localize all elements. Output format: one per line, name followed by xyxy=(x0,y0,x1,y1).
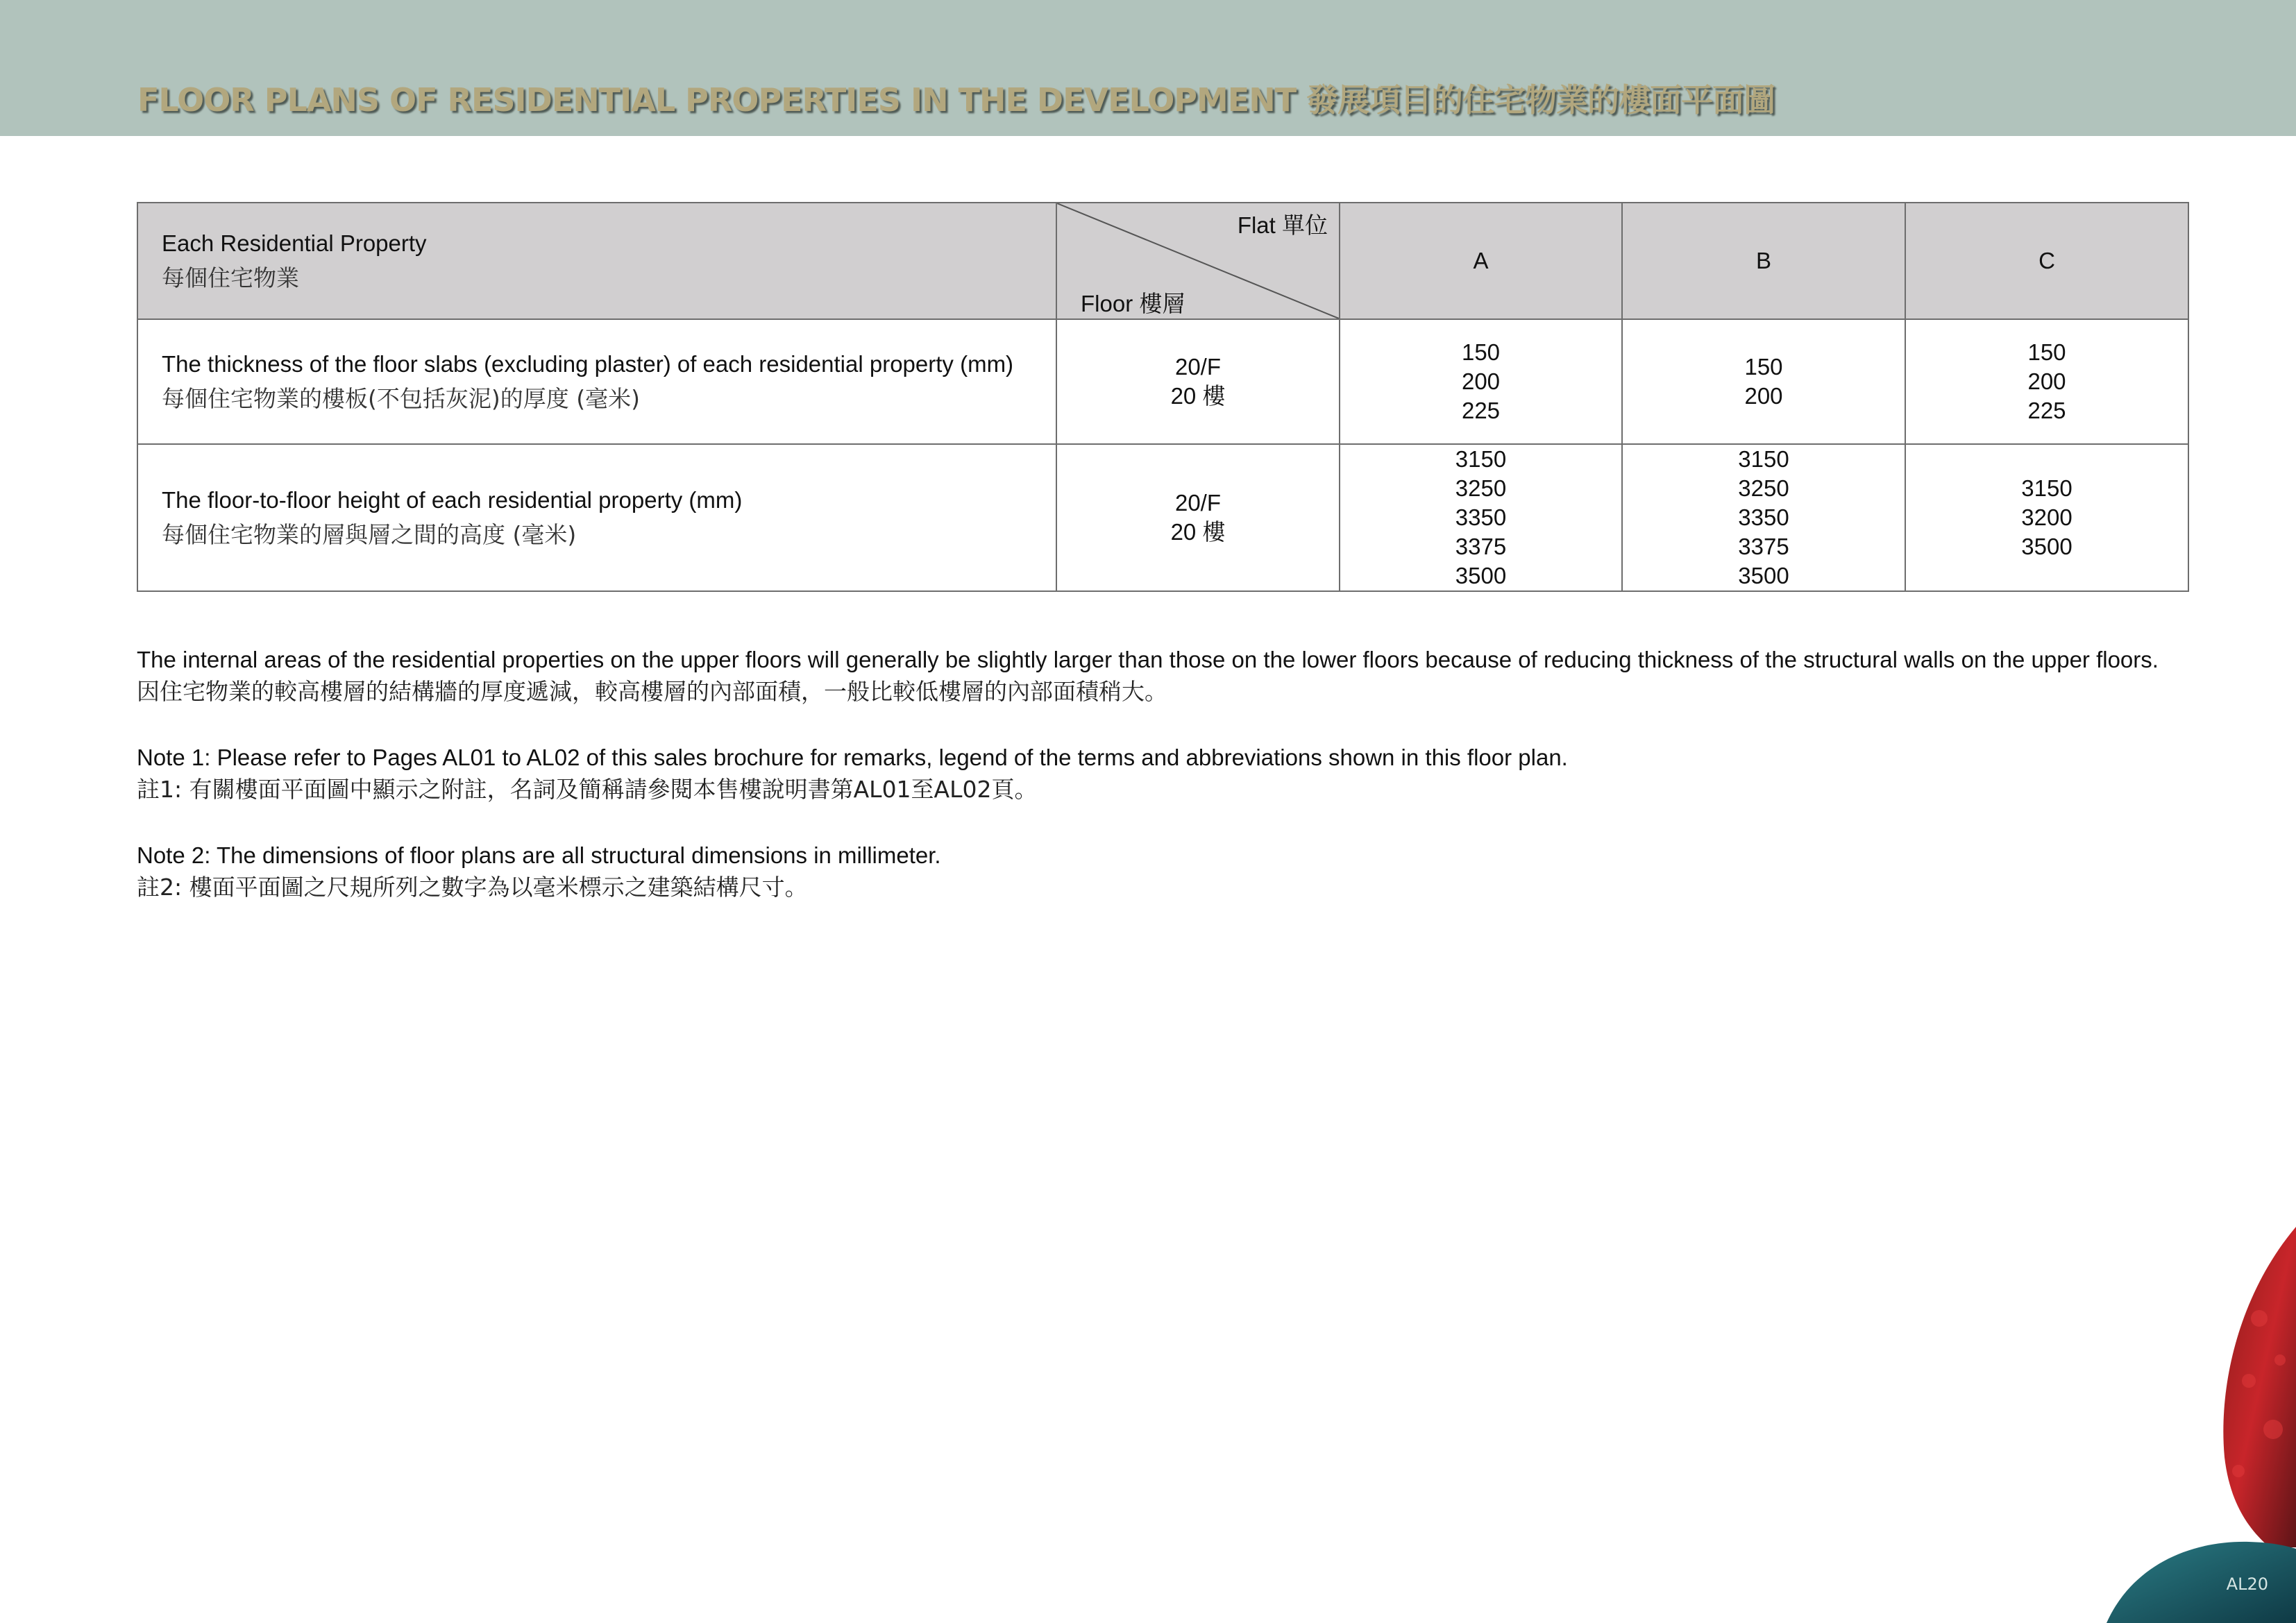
row-floor-en: 20/F xyxy=(1174,354,1222,380)
row-floor-zh: 20 樓 xyxy=(1170,519,1226,545)
page-title: FLOOR PLANS OF RESIDENTIAL PROPERTIES IN THE DEVELOPMENT 發展項目的住宅物業的樓面平面圖 xyxy=(137,81,1775,119)
row-floor-en: 20/F xyxy=(1174,490,1222,516)
note-2-en: Note 2: The dimensions of floor plans are all structural dimensions in millimeter. xyxy=(137,842,941,868)
page-number: AL20 xyxy=(2226,1574,2268,1594)
header-flat-a: A xyxy=(1340,203,1622,319)
note-1-en: Note 1: Please refer to Pages AL01 to AL02 of this sales brochure for remarks, legend of the terms and abbreviations shown in this floor plan. xyxy=(137,745,1568,770)
row-label-en: The floor-to-floor height of each residential property (mm) xyxy=(162,487,743,513)
internal-area-note-zh: 因住宅物業的較高樓層的結構牆的厚度遞減，較高樓層的內部面積，一般比較低樓層的內部面積稍大。 xyxy=(137,678,1167,705)
row-label-zh: 每個住宅物業的樓板(不包括灰泥)的厚度 (毫米) xyxy=(162,385,640,412)
header-property-en: Each Residential Property xyxy=(162,230,427,256)
cell-flat-c: 150 200 225 xyxy=(1905,319,2188,444)
flat-label: Flat 單位 xyxy=(1237,212,1328,238)
note-1-zh: 註1: 有關樓面平面圖中顯示之附註，名詞及簡稱請參閱本售樓說明書第AL01至AL02頁。 xyxy=(137,776,1038,803)
cell-flat-b: 150 200 xyxy=(1622,319,1905,444)
row-label-zh: 每個住宅物業的層與層之間的高度 (毫米) xyxy=(162,521,577,548)
header-property-zh: 每個住宅物業 xyxy=(162,264,299,291)
floor-label: Floor 樓層 xyxy=(1081,291,1185,316)
note-2-zh: 註2: 樓面平面圖之尺規所列之數字為以毫米標示之建築結構尺寸。 xyxy=(137,874,808,901)
cell-flat-a: 150 200 225 xyxy=(1340,319,1622,444)
header-flat-c: C xyxy=(1905,203,2188,319)
cell-flat-b: 3150 3250 3350 3375 3500 xyxy=(1622,444,1905,591)
cell-flat-a: 3150 3250 3350 3375 3500 xyxy=(1340,444,1622,591)
row-label-en: The thickness of the floor slabs (excluding plaster) of each residential property (mm) xyxy=(162,351,1014,377)
internal-area-note-en: The internal areas of the residential properties on the upper floors will generally be slightly larger than those on the lower floors because of reducing thickness of the structural walls on the upper floors. xyxy=(137,647,2159,672)
row-floor-zh: 20 樓 xyxy=(1170,383,1226,409)
cell-flat-c: 3150 3200 3500 xyxy=(1905,444,2188,591)
header-flat-b: B xyxy=(1622,203,1905,319)
